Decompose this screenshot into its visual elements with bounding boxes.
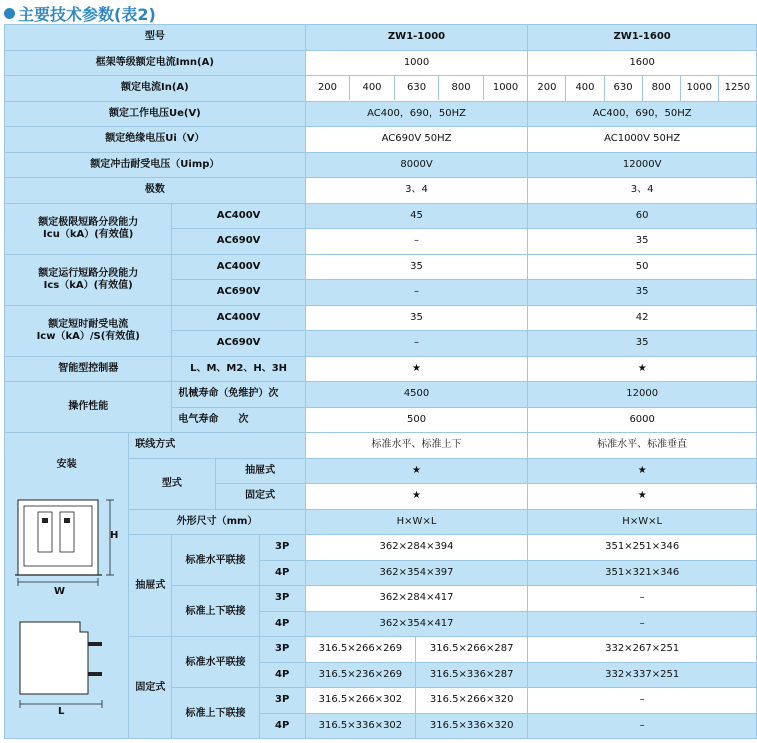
sub-label: 型式 [129, 458, 215, 509]
sub-label: 4P [259, 662, 305, 688]
table-row [5, 178, 757, 204]
sub-label: 机械寿命（免维护）次 [172, 382, 305, 408]
sub-label: 标准水平联接 [172, 637, 259, 688]
cell: 316.5×266×287 [416, 637, 528, 663]
row-label: 额定绝缘电压Ui（V） [5, 127, 306, 153]
cell: 316.5×266×269 [305, 637, 415, 663]
table-row [5, 101, 757, 127]
cell: AC400，690，50HZ [528, 101, 757, 127]
cell: 50 [528, 254, 757, 280]
col-header-zw1000: ZW1-1000 [305, 25, 528, 51]
label-line: 额定短时耐受电流 [48, 318, 129, 330]
sub-label: 标准水平联接 [172, 535, 259, 586]
title-text: 主要技术参数(表2) [18, 4, 156, 24]
sub-label: AC400V [172, 254, 305, 280]
cell: – [305, 280, 528, 306]
cell: 351×321×346 [528, 560, 757, 586]
sub-label: 抽屉式 [215, 458, 305, 484]
cell: 800 [439, 76, 484, 100]
col-header-zw1600: ZW1-1600 [528, 25, 757, 51]
cell: 630 [395, 76, 440, 100]
cell: 35 [528, 280, 757, 306]
cell: 1000 [305, 50, 528, 76]
sub-label: L、M、M2、H、3H [172, 356, 305, 382]
label-line: 额定运行短路分段能力 [38, 267, 139, 279]
cell: 35 [528, 331, 757, 357]
sub-label: 4P [259, 611, 305, 637]
sub-label: AC400V [172, 305, 305, 331]
row-label: 额定冲击耐受电压（Uimp） [5, 152, 306, 178]
star-icon: ★ [305, 356, 528, 382]
cell: 3、4 [305, 178, 528, 204]
cell: 630 [604, 76, 642, 102]
label-line: Icu（kA）(有效值) [43, 228, 134, 240]
cell: 12000 [528, 382, 757, 408]
cell: 35 [528, 229, 757, 255]
cell: 1250 [718, 76, 756, 102]
cell: 316.5×336×287 [416, 662, 528, 688]
cell: 316.5×266×320 [416, 688, 528, 714]
sub-label: AC690V [172, 229, 305, 255]
cell: 316.5×336×302 [305, 713, 415, 739]
dim-h-label: H [110, 530, 119, 541]
row-label: 操作性能 [5, 382, 172, 433]
table-row [5, 76, 757, 102]
cell: 362×354×397 [305, 560, 528, 586]
label-line: 额定极限短路分段能力 [38, 216, 139, 228]
cell: 1600 [528, 50, 757, 76]
cell: – [305, 229, 528, 255]
sub-label: 4P [259, 560, 305, 586]
table-row [5, 356, 757, 382]
cell: 332×267×251 [528, 637, 757, 663]
table-row [5, 433, 757, 459]
sub-label: 标准上下联接 [172, 586, 259, 637]
sub-label: 固定式 [215, 484, 305, 510]
table-row [5, 305, 757, 331]
cell: AC400，690，50HZ [305, 101, 528, 127]
sub-label: 3P [259, 535, 305, 561]
breaker-front-icon [10, 492, 120, 592]
table-row [5, 254, 757, 280]
cell: 500 [305, 407, 528, 433]
sub-label: 电气寿命 次 [172, 407, 305, 433]
row-label: 极数 [5, 178, 306, 204]
cell: 标准水平、标准垂直 [528, 433, 757, 459]
label-line: Icw（kA）/S(有效值) [36, 330, 140, 342]
row-label: 智能型控制器 [5, 356, 172, 382]
sub-label: 标准上下联接 [172, 688, 259, 739]
row-label-ics [5, 254, 172, 305]
cell: 351×251×346 [528, 535, 757, 561]
cell: 35 [305, 254, 528, 280]
sub-label: 固定式 [129, 637, 172, 739]
cell: 6000 [528, 407, 757, 433]
bullet-icon [4, 8, 15, 19]
cell: 1000 [680, 76, 718, 102]
cell: H×W×L [528, 509, 757, 535]
col-header-model: 型号 [5, 25, 306, 51]
cell: AC690V 50HZ [305, 127, 528, 153]
side-view-drawing [10, 612, 120, 722]
label-line: Ics（kA）(有效值) [43, 279, 133, 291]
cell: – [528, 688, 757, 714]
cell: 316.5×236×269 [305, 662, 415, 688]
cell: – [305, 331, 528, 357]
row-label: 额定电流In(A) [5, 76, 306, 102]
sub-label: AC690V [172, 331, 305, 357]
row-label: 框架等级额定电流Imn(A) [5, 50, 306, 76]
cell: 400 [566, 76, 604, 102]
cell: 45 [305, 203, 528, 229]
cell: 4500 [305, 382, 528, 408]
cell: – [528, 713, 757, 739]
cell-group [305, 76, 528, 102]
row-label: 额定工作电压Ue(V) [5, 101, 306, 127]
cell: 362×284×417 [305, 586, 528, 612]
cell: H×W×L [305, 509, 528, 535]
cell: 200 [528, 76, 566, 102]
sub-label: 联线方式 [129, 433, 305, 459]
breaker-side-icon [10, 612, 120, 712]
star-icon: ★ [305, 458, 528, 484]
cell: 35 [305, 305, 528, 331]
star-icon: ★ [528, 484, 757, 510]
row-label-icu [5, 203, 172, 254]
sub-label: AC690V [172, 280, 305, 306]
cell: 12000V [528, 152, 757, 178]
cell: 60 [528, 203, 757, 229]
cell: 200 [306, 76, 351, 100]
cell: 316.5×336×320 [416, 713, 528, 739]
star-icon: ★ [305, 484, 528, 510]
table-row [5, 50, 757, 76]
cell: 316.5×266×302 [305, 688, 415, 714]
front-view-drawing [10, 492, 120, 602]
cell: – [528, 586, 757, 612]
cell: AC1000V 50HZ [528, 127, 757, 153]
table-row [5, 25, 757, 51]
sub-label: 外形尺寸（mm） [129, 509, 305, 535]
install-label: 安装 [56, 459, 77, 470]
cell: 标准水平、标准上下 [305, 433, 528, 459]
sub-label: AC400V [172, 203, 305, 229]
cell: 42 [528, 305, 757, 331]
cell: – [528, 611, 757, 637]
table-row [5, 127, 757, 153]
cell: 362×284×394 [305, 535, 528, 561]
page-title [4, 2, 156, 24]
cell: 800 [642, 76, 680, 102]
sub-label: 3P [259, 688, 305, 714]
sub-label: 4P [259, 713, 305, 739]
table-row [5, 203, 757, 229]
sub-label: 3P [259, 586, 305, 612]
cell: 8000V [305, 152, 528, 178]
cell: 332×337×251 [528, 662, 757, 688]
cell: 400 [350, 76, 395, 100]
dim-l-label: L [58, 706, 65, 717]
table-row [5, 382, 757, 408]
cell: 362×354×417 [305, 611, 528, 637]
dim-w-label: W [54, 586, 66, 597]
cell: 3、4 [528, 178, 757, 204]
star-icon: ★ [528, 356, 757, 382]
table-row [5, 152, 757, 178]
cell: 1000 [492, 82, 519, 94]
star-icon: ★ [528, 458, 757, 484]
sub-label: 抽屉式 [129, 535, 172, 637]
sub-label: 3P [259, 637, 305, 663]
row-label-icw [5, 305, 172, 356]
